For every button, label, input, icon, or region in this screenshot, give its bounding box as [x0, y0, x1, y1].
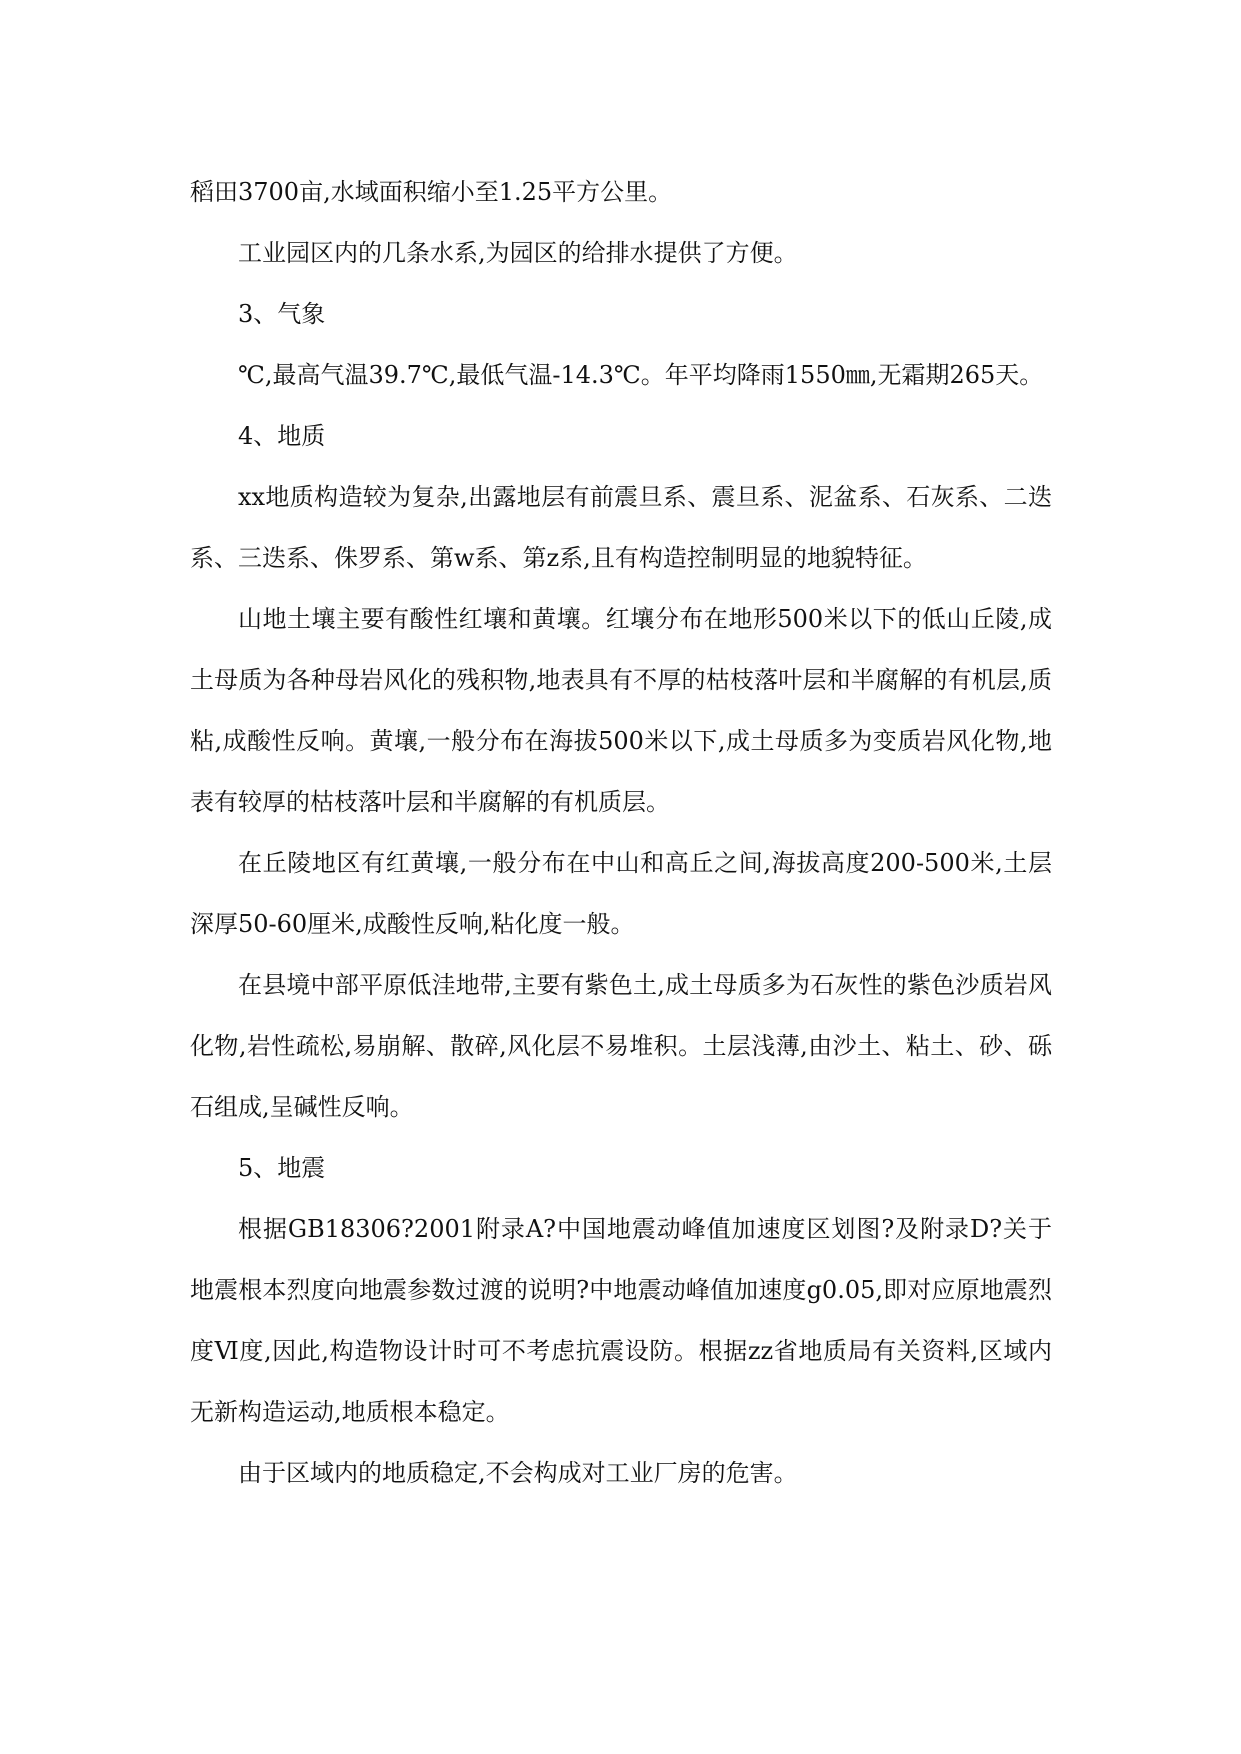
paragraph-hill-soil: 在丘陵地区有红黄壤,一般分布在中山和高丘之间,海拔高度200-500米,土层深厚50-60厘米,成酸性反响,粘化度一般。 [190, 849, 1052, 938]
paragraph-plain-soil: 在县境中部平原低洼地带,主要有紫色土,成土母质多为石灰性的紫色沙质岩风化物,岩性疏松,易崩解、散碎,风化层不易堆积。土层浅薄,由沙土、粘土、砂、砾石组成,呈碱性反响。 [190, 971, 1052, 1121]
heading-climate: 3、气象 [238, 300, 326, 328]
paragraph-geology-structure: xx地质构造较为复杂,出露地层有前震旦系、震旦系、泥盆系、石灰系、二迭系、三迭系、侏罗系、第w系、第z系,且有构造控制明显的地貌特征。 [190, 483, 1052, 572]
paragraph-water-system: 工业园区内的几条水系,为园区的给排水提供了方便。 [238, 239, 798, 267]
document-body [190, 162, 1052, 1504]
paragraph-climate: ℃,最高气温39.7℃,最低气温-14.3℃。年平均降雨1550㎜,无霜期265天。 [238, 361, 1044, 389]
paragraph-earthquake: 根据GB18306?2001附录A?中国地震动峰值加速度区划图?及附录D?关于地震根本烈度向地震参数过渡的说明?中地震动峰值加速度g0.05,即对应原地震烈度Ⅵ度,因此,构造物设计时可不考虑抗震设防。根据zz省地质局有关资料,区域内无新构造运动,地质根本稳定。 [190, 1215, 1052, 1426]
paragraph-paddy-fields: 稻田3700亩,水域面积缩小至1.25平方公里。 [190, 178, 673, 206]
heading-geology: 4、地质 [238, 422, 326, 450]
heading-earthquake: 5、地震 [238, 1154, 326, 1182]
paragraph-mountain-soil: 山地土壤主要有酸性红壤和黄壤。红壤分布在地形500米以下的低山丘陵,成土母质为各种母岩风化的残积物,地表具有不厚的枯枝落叶层和半腐解的有机层,质粘,成酸性反响。黄壤,一般分布在海拔500米以下,成土母质多为变质岩风化物,地表有较厚的枯枝落叶层和半腐解的有机质层。 [190, 605, 1052, 816]
paragraph-conclusion: 由于区域内的地质稳定,不会构成对工业厂房的危害。 [238, 1459, 798, 1487]
